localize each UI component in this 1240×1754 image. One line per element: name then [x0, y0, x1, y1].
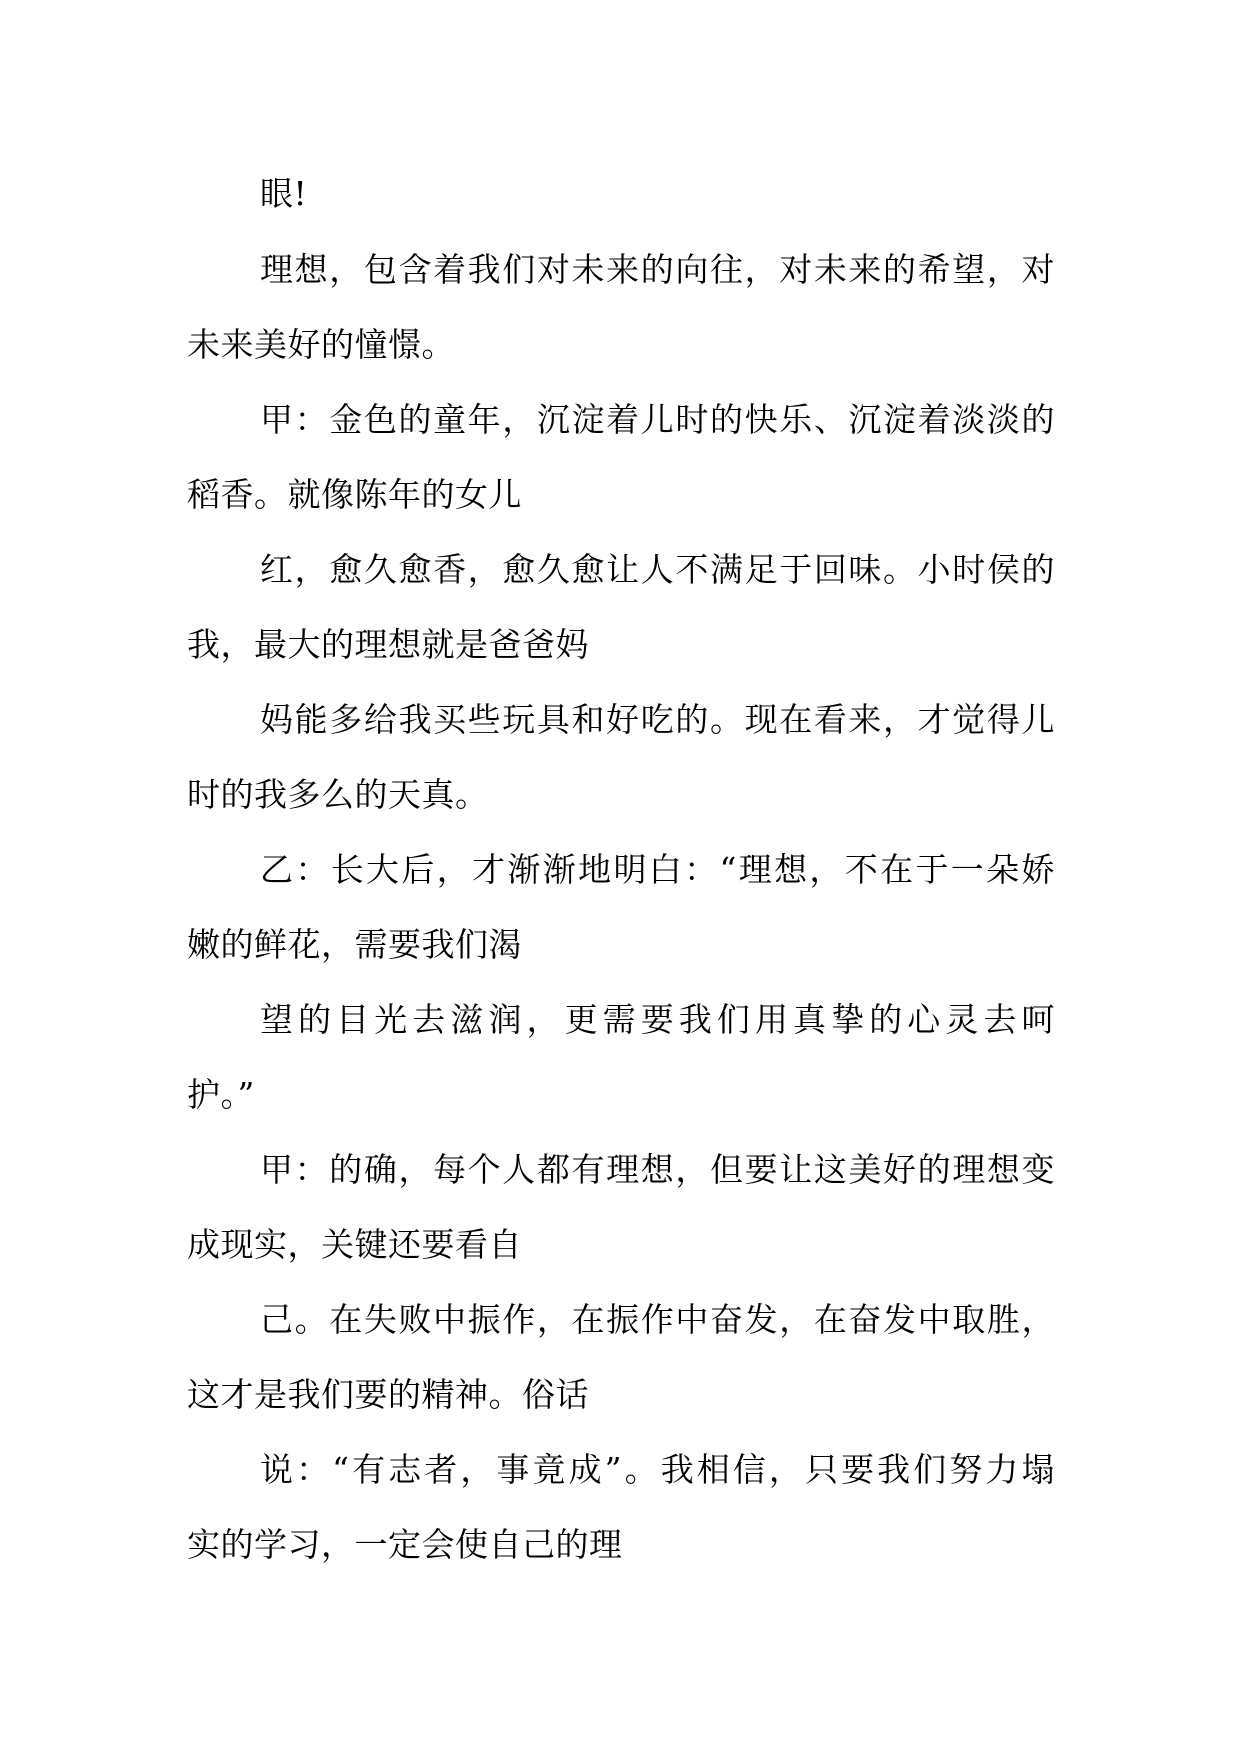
text-line: 乙：长大后，才渐渐地明白：“理想，不在于一朵娇	[260, 850, 1055, 889]
text-line: 红，愈久愈香，愈久愈让人不满足于回味。小时侯的	[260, 550, 1055, 589]
text-line: 甲：金色的童年，沉淀着儿时的快乐、沉淀着淡淡的	[260, 400, 1055, 439]
text-line: 甲：的确，每个人都有理想，但要让这美好的理想变	[260, 1150, 1055, 1189]
text-line: 时的我多么的天真。	[187, 775, 489, 814]
text-line: 未来美好的憧憬。	[187, 325, 455, 364]
text-line: 我，最大的理想就是爸爸妈	[187, 625, 589, 664]
text-line: 说：“有志者，事竟成”。我相信，只要我们努力塌	[260, 1450, 1055, 1489]
text-line: 这才是我们要的精神。俗话	[187, 1375, 589, 1414]
text-line: 实的学习，一定会使自己的理	[187, 1525, 623, 1564]
text-line: 理想，包含着我们对未来的向往，对未来的希望，对	[260, 250, 1055, 289]
text-line: 己。在失败中振作，在振作中奋发，在奋发中取胜，	[260, 1300, 1055, 1339]
text-line: 稻香。就像陈年的女儿	[187, 475, 522, 514]
text-line: 护。”	[187, 1075, 255, 1114]
text-line: 望的目光去滋润，更需要我们用真挚的心灵去呵	[260, 1000, 1055, 1039]
text-line: 成现实，关键还要看自	[187, 1225, 522, 1264]
text-line: 眼!	[260, 174, 308, 213]
text-line: 妈能多给我买些玩具和好吃的。现在看来，才觉得儿	[260, 700, 1055, 739]
text-line: 嫩的鲜花，需要我们渴	[187, 925, 522, 964]
